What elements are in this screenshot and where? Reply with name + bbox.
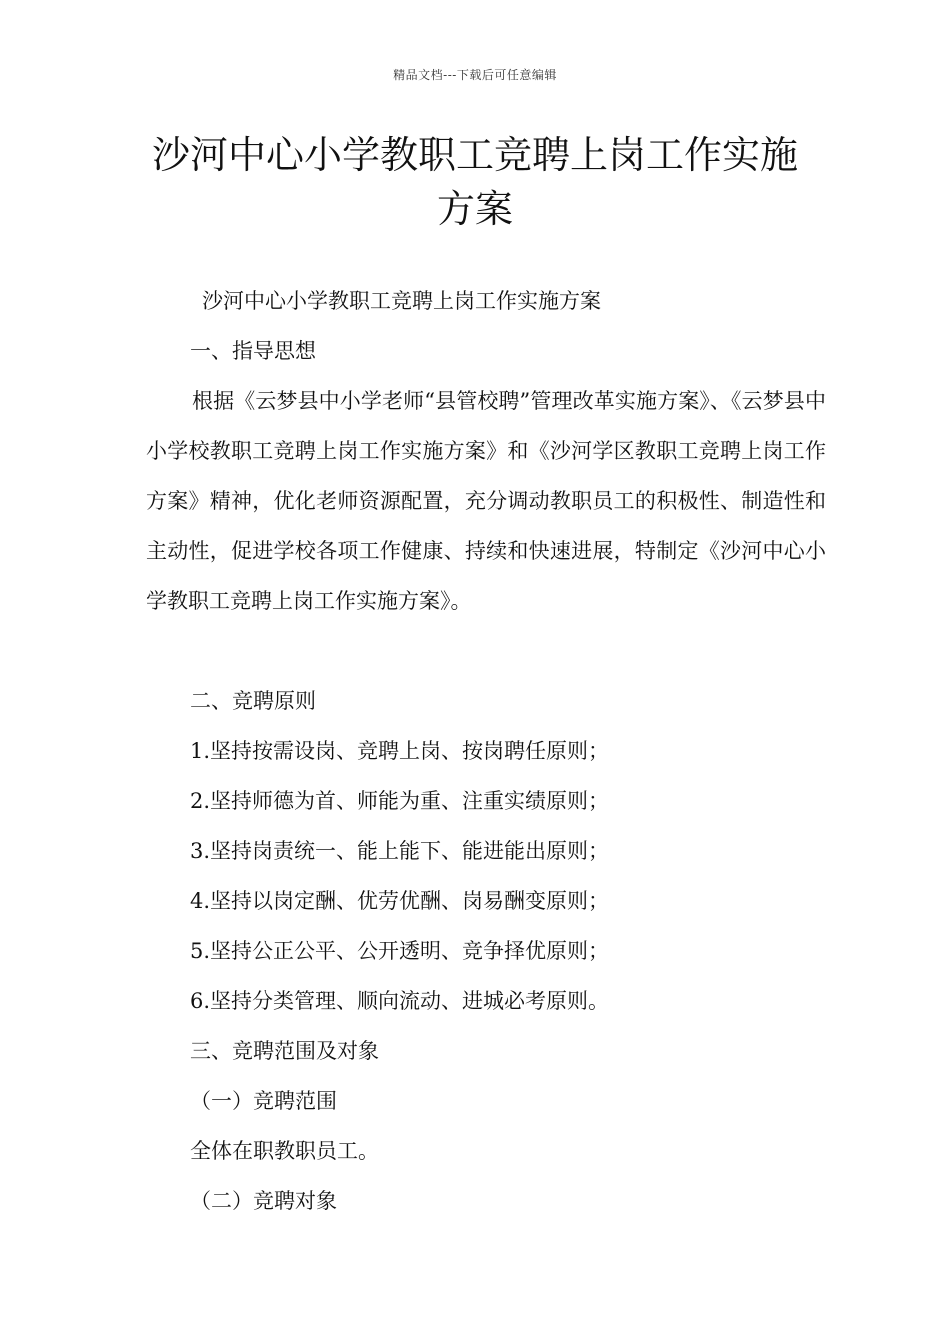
document-body [146,276,826,1226]
principle-item: 3.坚持岗责统一、能上能下、能进能出原则； [190,839,610,863]
section-heading-guiding-ideology: 一、指导思想 [190,339,316,363]
principle-item: 1.坚持按需设岗、竞聘上岗、按岗聘任原则； [190,739,610,763]
paragraph-guiding-ideology: 根据《云梦县中小学老师“县管校聘”管理改革实施方案》、《云梦县中小学校教职工竞聘上岗工作实施方案》和《沙河学区教职工竞聘上岗工作方案》精神，优化老师资源配置，充分调动教职员工的积极性、制造性和主动性，促进学校各项工作健康、持续和快速进展，特制定《沙河中心小学教职工竞聘上岗工作实施方案》。 [146,389,826,613]
document-subtitle: 沙河中心小学教职工竞聘上岗工作实施方案 [202,289,601,313]
subsection-text-scope: 全体在职教职员工。 [190,1139,379,1163]
section-heading-principles: 二、竞聘原则 [190,689,316,713]
principle-item: 4.坚持以岗定酬、优劳优酬、岗易酬变原则； [190,889,610,913]
principle-item: 5.坚持公正公平、公开透明、竞争择优原则； [190,939,610,963]
subsection-heading-scope: （一）竞聘范围 [190,1089,337,1113]
section-heading-scope: 三、竞聘范围及对象 [190,1039,379,1063]
principle-item: 6.坚持分类管理、顺向流动、进城必考原则。 [190,989,610,1013]
header-watermark: 精品文档---下载后可任意编辑 [393,68,557,82]
principle-item: 2.坚持师德为首、师能为重、注重实绩原则； [190,789,610,813]
document-title: 沙河中心小学教职工竞聘上岗工作实施方案 [151,133,798,231]
paragraph-spacer [146,626,826,676]
subsection-heading-targets: （二）竞聘对象 [190,1189,337,1213]
